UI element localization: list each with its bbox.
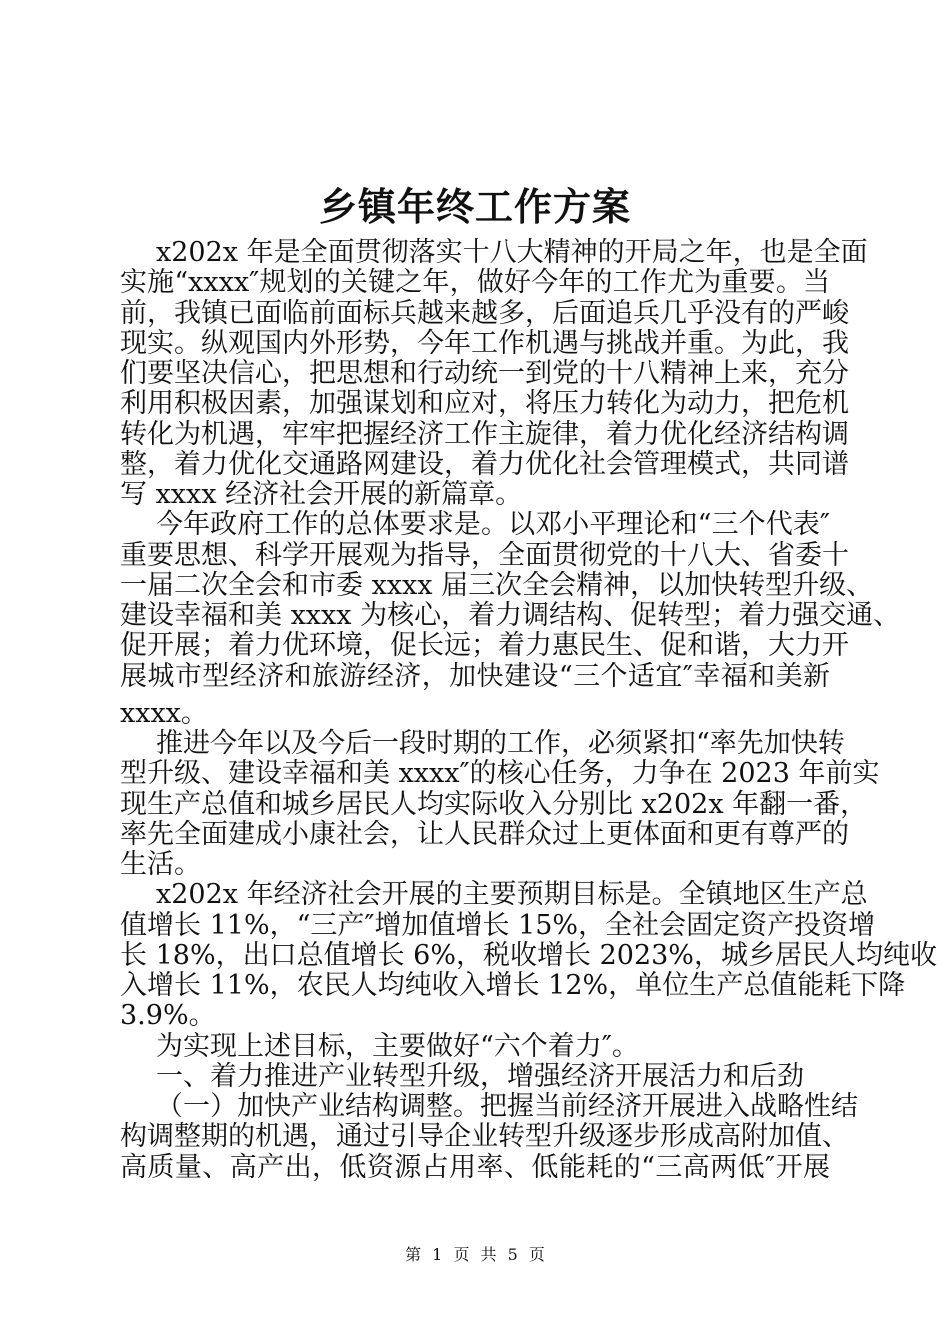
text-line: 型升级、建设幸福和美 xxxx″的核心任务，力争在 2023 年前实 [120, 758, 880, 789]
text-line: 推进今年以及今后一段时期的工作，必须紧扣“率先加快转 [156, 728, 845, 759]
text-line: 整，着力优化交通路网建设，着力优化社会管理模式，共同谱 [120, 449, 849, 480]
text-line: 重要思想、科学开展观为指导，全面贯彻党的十八大、省委十 [120, 540, 849, 571]
text-line: 一、着力推进产业转型升级，增强经济开展活力和后劲 [156, 1061, 804, 1092]
text-line: 转化为机遇，牢牢把握经济工作主旋律，着力优化经济结构调 [120, 419, 849, 450]
text-line: 长 18%，出口总值增长 6%，税收增长 2023%，城乡居民人均纯收 [120, 940, 937, 971]
text-line: 率先全面建成小康社会，让人民群众过上更体面和更有尊严的 [120, 819, 849, 850]
text-line: 现实。纵观国内外形势，今年工作机遇与挑战并重。为此，我 [120, 328, 849, 359]
page-footer [0, 1244, 950, 1266]
text-line: 构调整期的机遇，通过引导企业转型升级逐步形成高附加值、 [120, 1121, 849, 1152]
text-line: xxxx。 [120, 698, 208, 729]
text-line: x202x 年是全面贯彻落实十八大精神的开局之年，也是全面 [156, 237, 868, 268]
text-line: 们要坚决信心，把思想和行动统一到党的十八精神上来，充分 [120, 358, 849, 389]
text-line: 前，我镇已面临前面标兵越来越多，后面追兵几乎没有的严峻 [120, 298, 849, 329]
text-line: 生活。 [120, 849, 201, 880]
text-line: （一）加快产业结构调整。把握当前经济开展进入战略性结 [156, 1091, 858, 1122]
text-line: 高质量、高产出，低资源占用率、低能耗的“三高两低″开展 [120, 1152, 830, 1183]
text-line: 实施“xxxx″规划的关键之年，做好今年的工作尤为重要。当 [120, 267, 830, 298]
page-number: 第 1 页 [405, 1245, 470, 1264]
text-line: x202x 年经济社会开展的主要预期目标是。全镇地区生产总 [156, 879, 868, 910]
text-line: 值增长 11%，“三产″增加值增长 15%，全社会固定资产投资增 [120, 910, 876, 941]
text-line: 现生产总值和城乡居民人均实际收入分别比 x202x 年翻一番， [120, 789, 868, 820]
page-total: 共 5 页 [480, 1245, 545, 1264]
text-line: 3.9%。 [120, 1000, 216, 1031]
text-line: 促开展；着力优环境，促长远；着力惠民生、促和谐，大力开 [120, 630, 849, 661]
text-line: 利用积极因素，加强谋划和应对，将压力转化为动力，把危机 [120, 388, 849, 419]
text-line: 建设幸福和美 xxxx 为核心，着力调结构、促转型；着力强交通、 [120, 600, 901, 631]
text-line: 今年政府工作的总体要求是。以邓小平理论和“三个代表″ [156, 509, 830, 540]
text-line: 写 xxxx 经济社会开展的新篇章。 [120, 479, 523, 510]
text-line: 展城市型经济和旅游经济，加快建设“三个适宜″幸福和美新 [120, 661, 830, 692]
text-line: 一届二次全会和市委 xxxx 届三次全会精神，以加快转型升级、 [120, 570, 874, 601]
text-line: 为实现上述目标，主要做好“六个着力″。 [156, 1031, 639, 1062]
document-title: 乡镇年终工作方案 [318, 185, 631, 229]
text-line: 入增长 11%，农民人均纯收入增长 12%，单位生产总值能耗下降 [120, 970, 906, 1001]
